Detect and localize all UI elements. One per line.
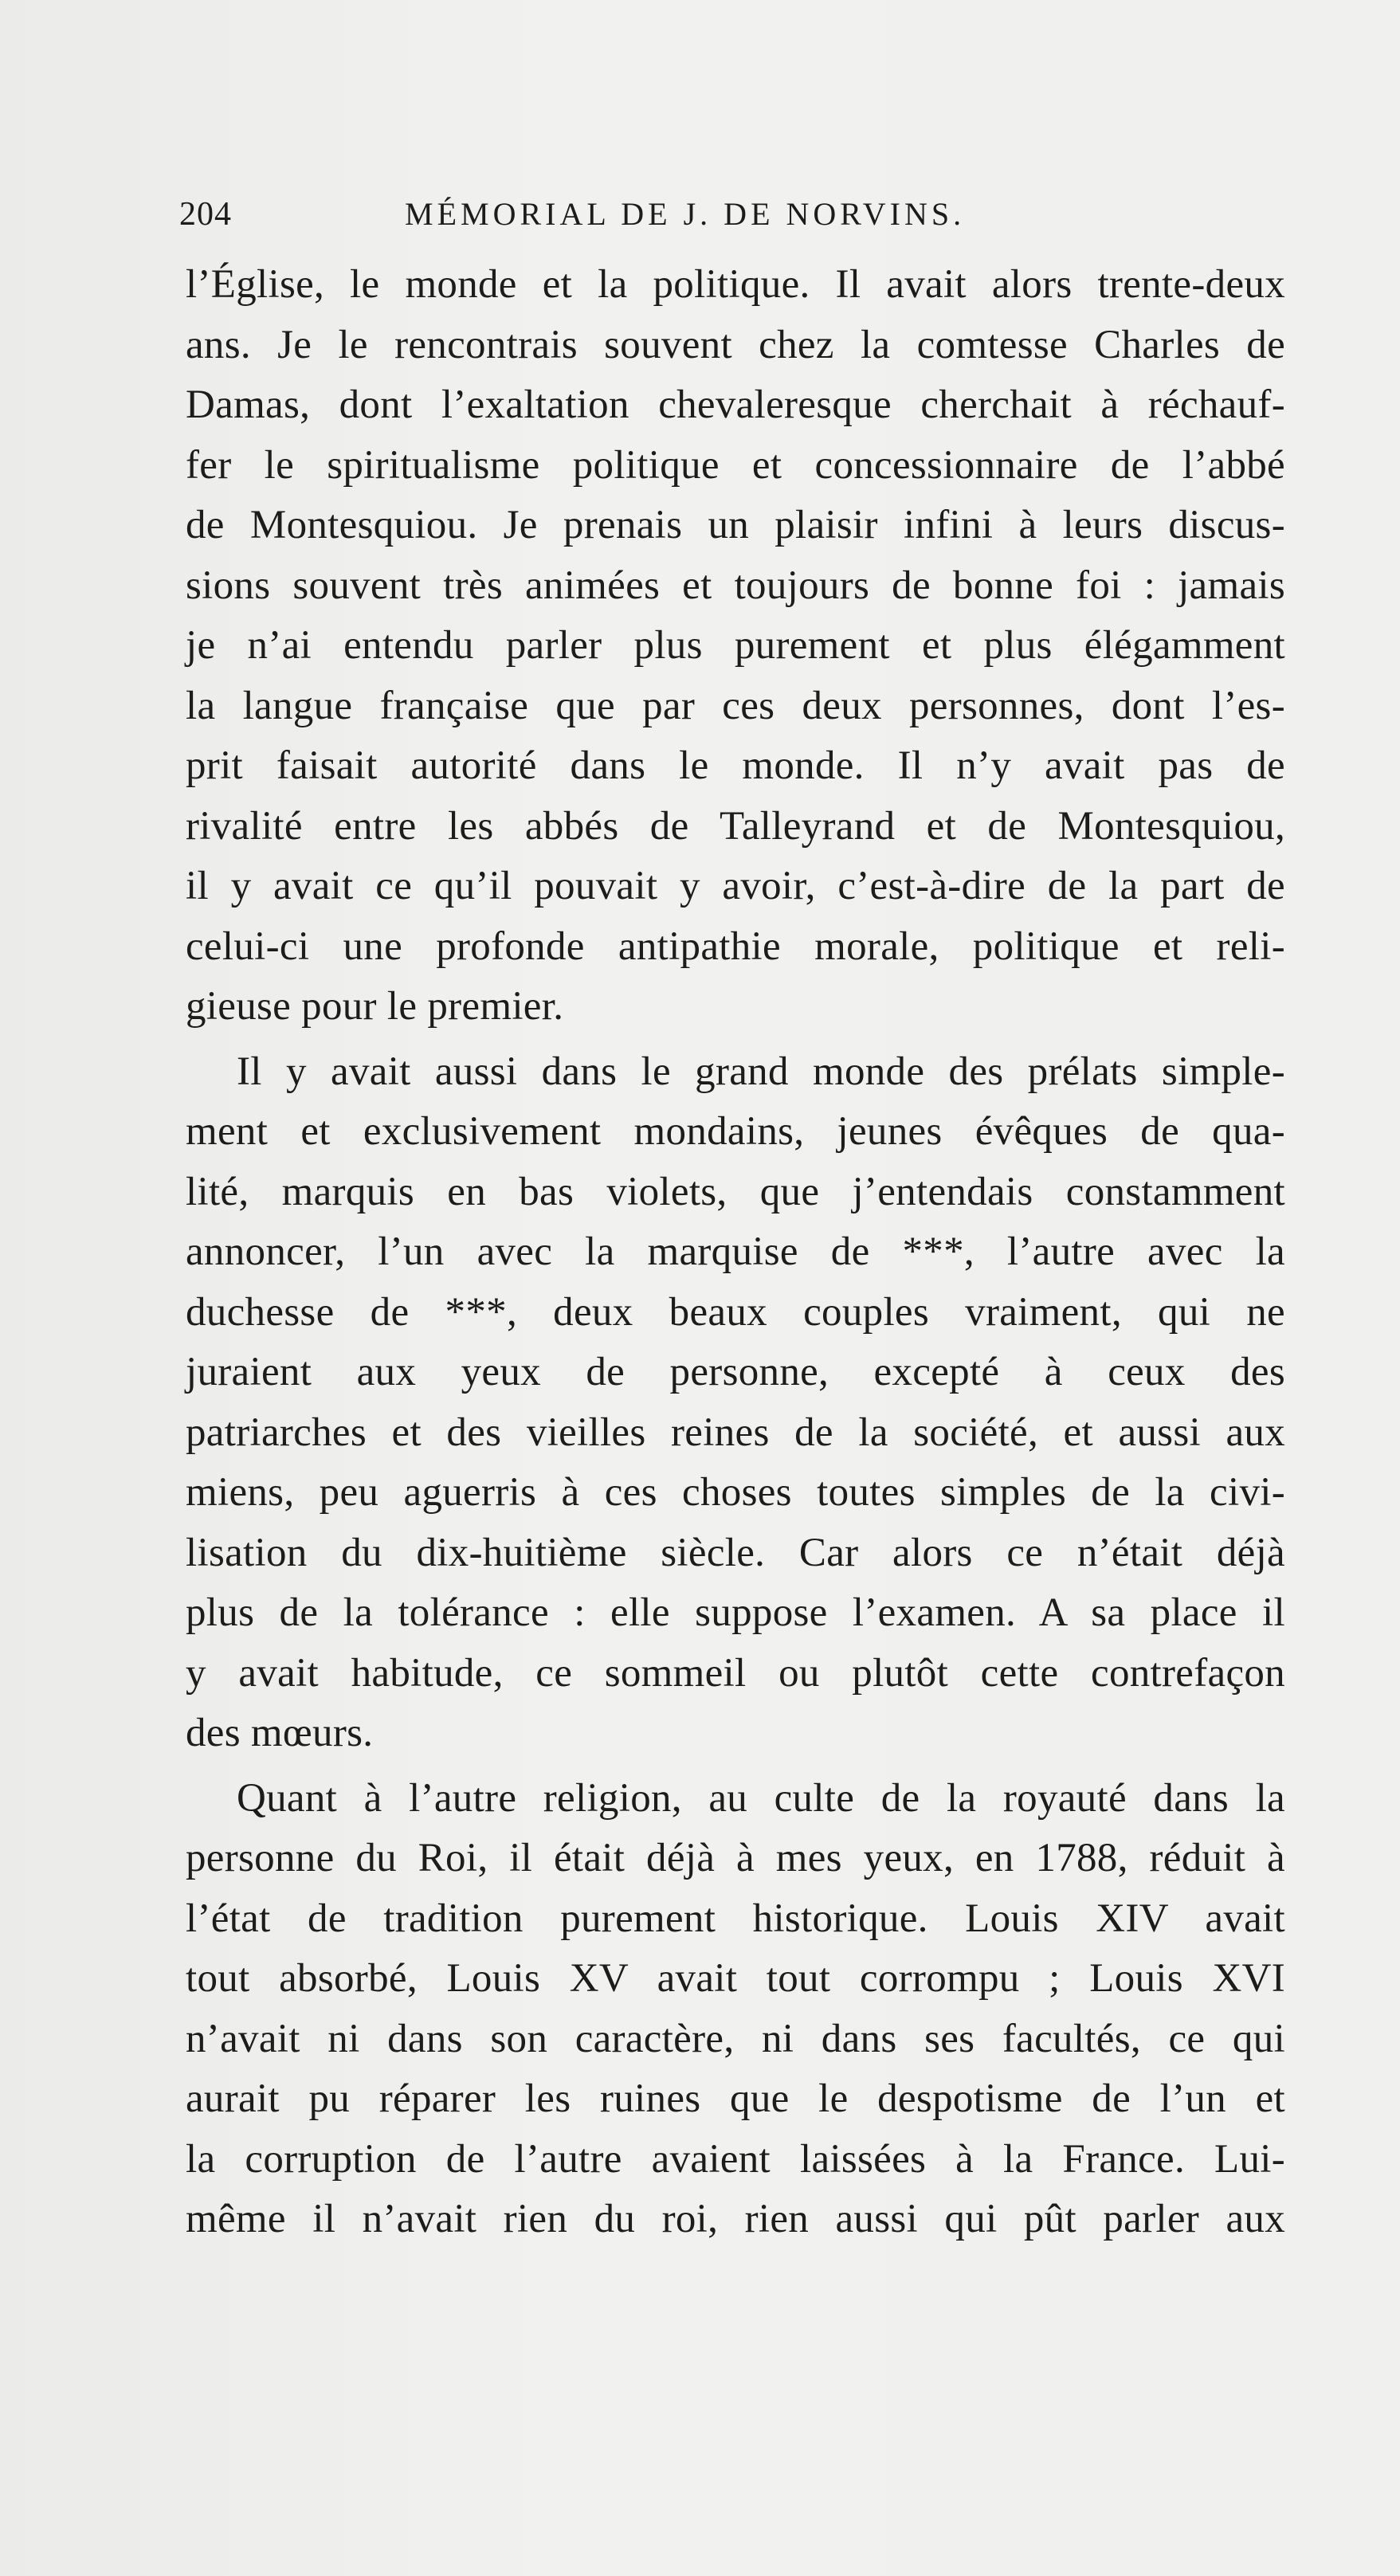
paragraph-2 bbox=[186, 1042, 1285, 1764]
paragraph-3 bbox=[186, 1769, 1285, 2250]
page-number: 204 bbox=[179, 196, 232, 233]
text-line: ment et exclusivement mondains, jeunes évêques de qua- bbox=[186, 1109, 1285, 1154]
text-line: des mœurs. bbox=[186, 1711, 374, 1755]
text-line: tout absorbé, Louis XV avait tout corrompu ; Louis XVI bbox=[186, 1956, 1285, 2001]
text-line: je n’ai entendu parler plus purement et plus élégamment bbox=[186, 623, 1285, 668]
text-line: Damas, dont l’exaltation chevaleresque cherchait à réchauf- bbox=[186, 382, 1285, 427]
text-line: la corruption de l’autre avaient laissées à la France. Lui- bbox=[186, 2136, 1285, 2182]
running-title: MÉMORIAL DE J. DE NORVINS. bbox=[405, 196, 966, 232]
text-line: celui-ci une profonde antipathie morale, politique et reli- bbox=[186, 923, 1285, 969]
text-line: ans. Je le rencontrais souvent chez la comtesse Charles de bbox=[186, 322, 1285, 367]
page-header bbox=[179, 195, 1295, 243]
text-line: lisation du dix-huitième siècle. Car alors ce n’était déjà bbox=[186, 1530, 1285, 1575]
text-line: Quant à l’autre religion, au culte de la royauté dans la bbox=[237, 1775, 1285, 1821]
text-line: patriarches et des vieilles reines de la société, et aussi aux bbox=[186, 1410, 1285, 1455]
text-line: Il y avait aussi dans le grand monde des prélats simple- bbox=[237, 1049, 1285, 1094]
text-line: n’avait ni dans son caractère, ni dans ses facultés, ce qui bbox=[186, 2016, 1285, 2061]
text-line: personne du Roi, il était déjà à mes yeux, en 1788, réduit à bbox=[186, 1836, 1285, 1880]
text-line: aurait pu réparer les ruines que le despotisme de l’un et bbox=[186, 2076, 1285, 2121]
text-line: plus de la tolérance : elle suppose l’examen. A sa place il bbox=[186, 1590, 1285, 1635]
text-line: il y avait ce qu’il pouvait y avoir, c’est-à-dire de la part de bbox=[186, 864, 1285, 908]
text-line: miens, peu aguerris à ces choses toutes simples de la civi- bbox=[186, 1470, 1285, 1515]
text-line: y avait habitude, ce sommeil ou plutôt cette contrefaçon bbox=[186, 1650, 1285, 1696]
text-line: fer le spiritualisme politique et concessionnaire de l’abbé bbox=[186, 442, 1285, 488]
text-line: juraient aux yeux de personne, excepté à ceux des bbox=[186, 1350, 1285, 1394]
text-line: annoncer, l’un avec la marquise de ***, l’autre avec la bbox=[186, 1229, 1285, 1274]
text-line: rivalité entre les abbés de Talleyrand et de Montesquiou, bbox=[186, 803, 1285, 849]
text-line: de Montesquiou. Je prenais un plaisir infini à leurs discus- bbox=[186, 503, 1285, 547]
text-line: gieuse pour le premier. bbox=[186, 984, 564, 1029]
text-line: prit faisait autorité dans le monde. Il n’y avait pas de bbox=[186, 743, 1285, 788]
text-line: l’état de tradition purement historique. Louis XIV avait bbox=[186, 1896, 1285, 1941]
text-line: l’Église, le monde et la politique. Il avait alors trente-deux bbox=[186, 262, 1285, 307]
text-line: sions souvent très animées et toujours de bonne foi : jamais bbox=[186, 563, 1285, 608]
text-line: même il n’avait rien du roi, rien aussi qui pût parler aux bbox=[186, 2197, 1285, 2241]
body-text bbox=[186, 255, 1285, 2250]
text-line: duchesse de ***, deux beaux couples vraiment, qui ne bbox=[186, 1289, 1285, 1335]
text-line: la langue française que par ces deux personnes, dont l’es- bbox=[186, 683, 1285, 728]
text-line: lité, marquis en bas violets, que j’entendais constamment bbox=[186, 1169, 1285, 1214]
paragraph-1 bbox=[186, 255, 1285, 1037]
